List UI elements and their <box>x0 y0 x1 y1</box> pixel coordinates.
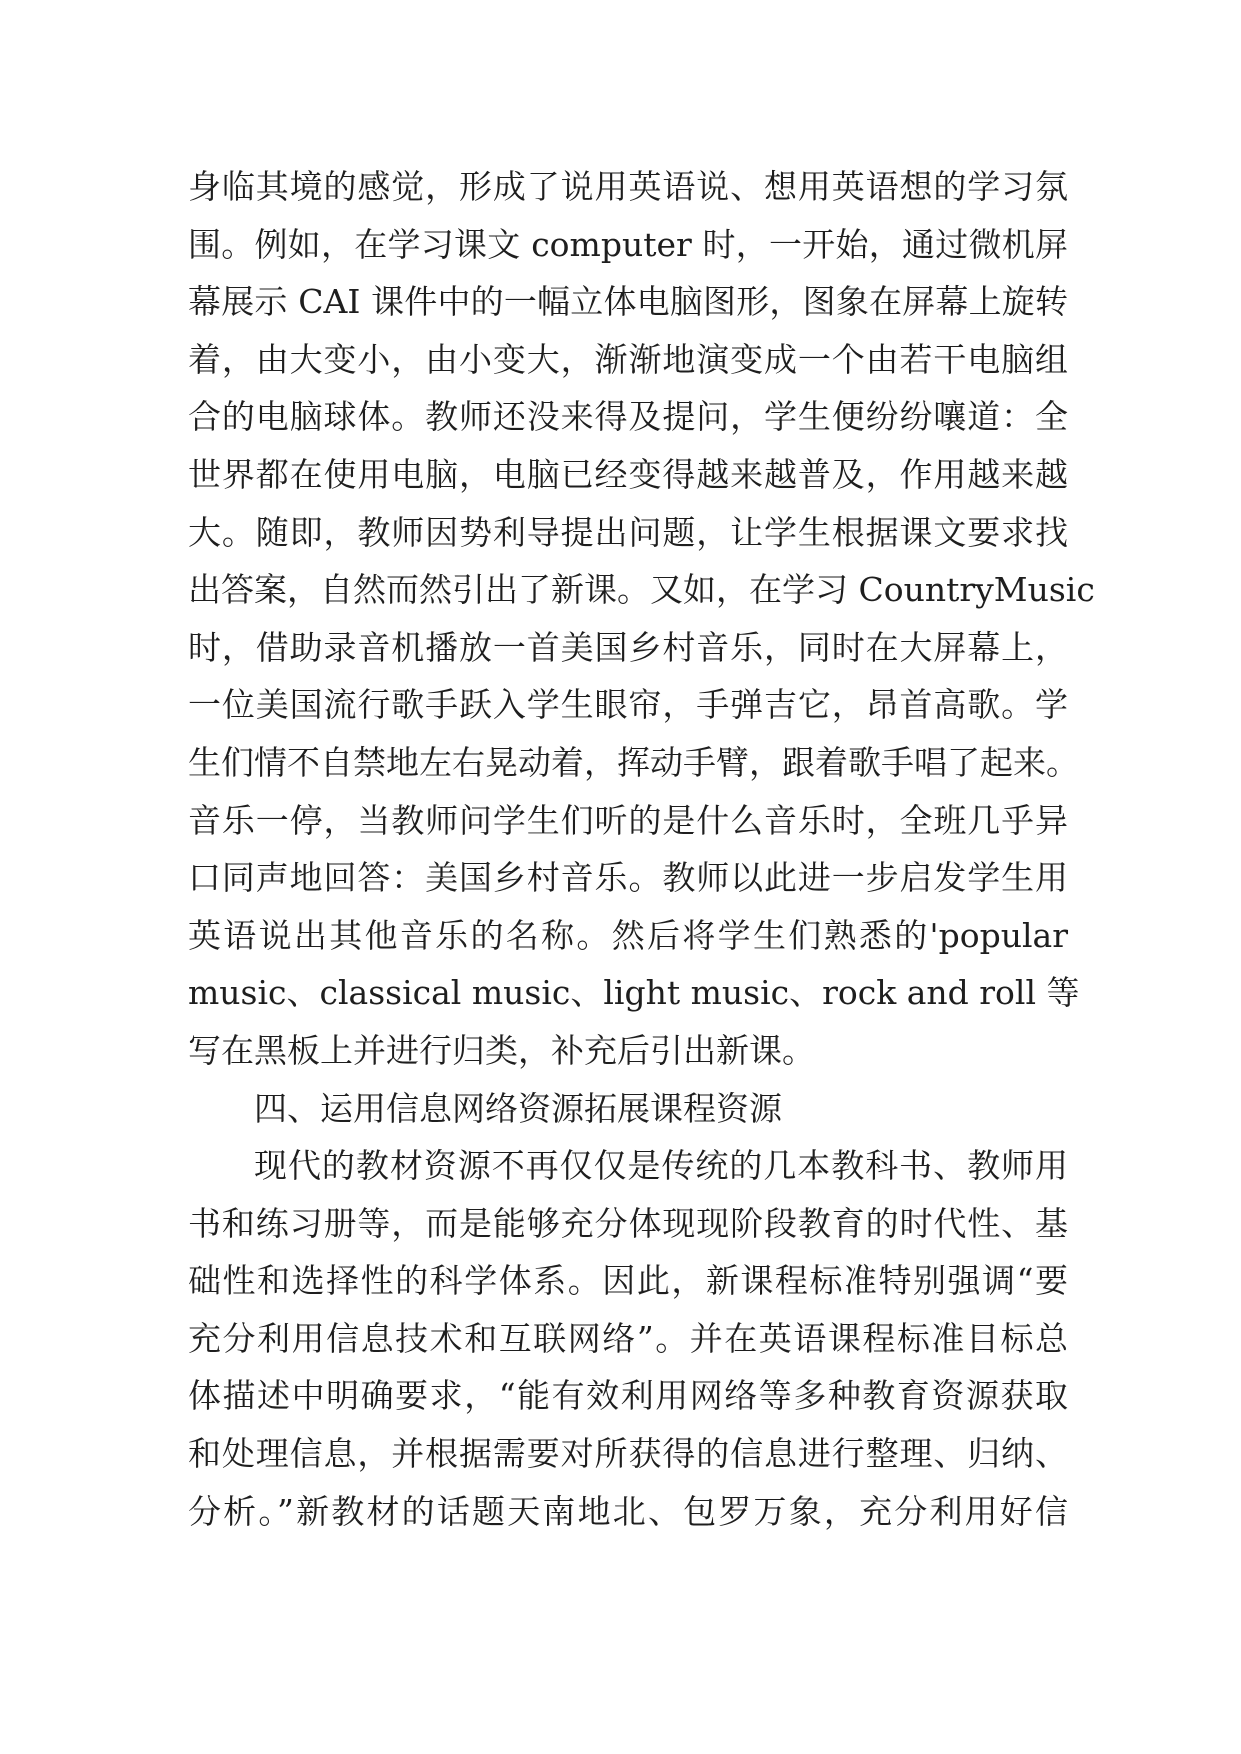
text-line: 英语说出其他音乐的名称。然后将学生们熟悉的'popular <box>188 915 1068 955</box>
text-line: 生们情不自禁地左右晃动着，挥动手臂，跟着歌手唱了起来。 <box>188 742 1079 782</box>
text-line: 体描述中明确要求，“能有效利用网络等多种教育资源获取 <box>188 1376 1068 1416</box>
text-line: 和处理信息，并根据需要对所获得的信息进行整理、归纳、 <box>188 1434 1068 1474</box>
paragraph-first-line: 现代的教材资源不再仅仅是传统的几本教科书、教师用 <box>254 1146 1068 1186</box>
text-line: 合的电脑球体。教师还没来得及提问，学生便纷纷嚷道：全 <box>188 397 1068 437</box>
text-line: 着，由大变小，由小变大，渐渐地演变成一个由若干电脑组 <box>188 339 1068 379</box>
text-line: 围。例如，在学习课文 computer 时，一开始，通过微机屏 <box>188 224 1068 264</box>
text-line: 出答案，自然而然引出了新课。又如，在学习 CountryMusic <box>188 570 1095 610</box>
text-line: 口同声地回答：美国乡村音乐。教师以此进一步启发学生用 <box>188 858 1068 898</box>
text-line: 书和练习册等，而是能够充分体现现阶段教育的时代性、基 <box>188 1203 1068 1243</box>
section-heading: 四、运用信息网络资源拓展课程资源 <box>254 1088 782 1128</box>
body-text <box>188 158 1095 1540</box>
text-line: 身临其境的感觉，形成了说用英语说、想用英语想的学习氛 <box>188 167 1068 206</box>
paragraph-end-line: 写在黑板上并进行归类，补充后引出新课。 <box>188 1030 815 1070</box>
text-line: 音乐一停，当教师问学生们听的是什么音乐时，全班几乎异 <box>188 800 1068 840</box>
text-line: 分析。”新教材的话题天南地北、包罗万象，充分利用好信 <box>188 1491 1068 1531</box>
text-line: 世界都在使用电脑，电脑已经变得越来越普及，作用越来越 <box>188 454 1068 494</box>
text-line: 础性和选择性的科学体系。因此，新课程标准特别强调“要 <box>188 1261 1068 1301</box>
text-line: 时，借助录音机播放一首美国乡村音乐，同时在大屏幕上， <box>188 627 1068 667</box>
text-line: 大。随即，教师因势利导提出问题，让学生根据课文要求找 <box>188 512 1068 552</box>
text-line: 幕展示 CAI 课件中的一幅立体电脑图形，图象在屏幕上旋转 <box>188 282 1068 322</box>
text-line: music、classical music、light music、rock and roll 等 <box>188 973 1080 1013</box>
text-line: 一位美国流行歌手跃入学生眼帘，手弹吉它，昂首高歌。学 <box>188 685 1068 725</box>
text-line: 充分利用信息技术和互联网络”。并在英语课程标准目标总 <box>188 1318 1068 1358</box>
